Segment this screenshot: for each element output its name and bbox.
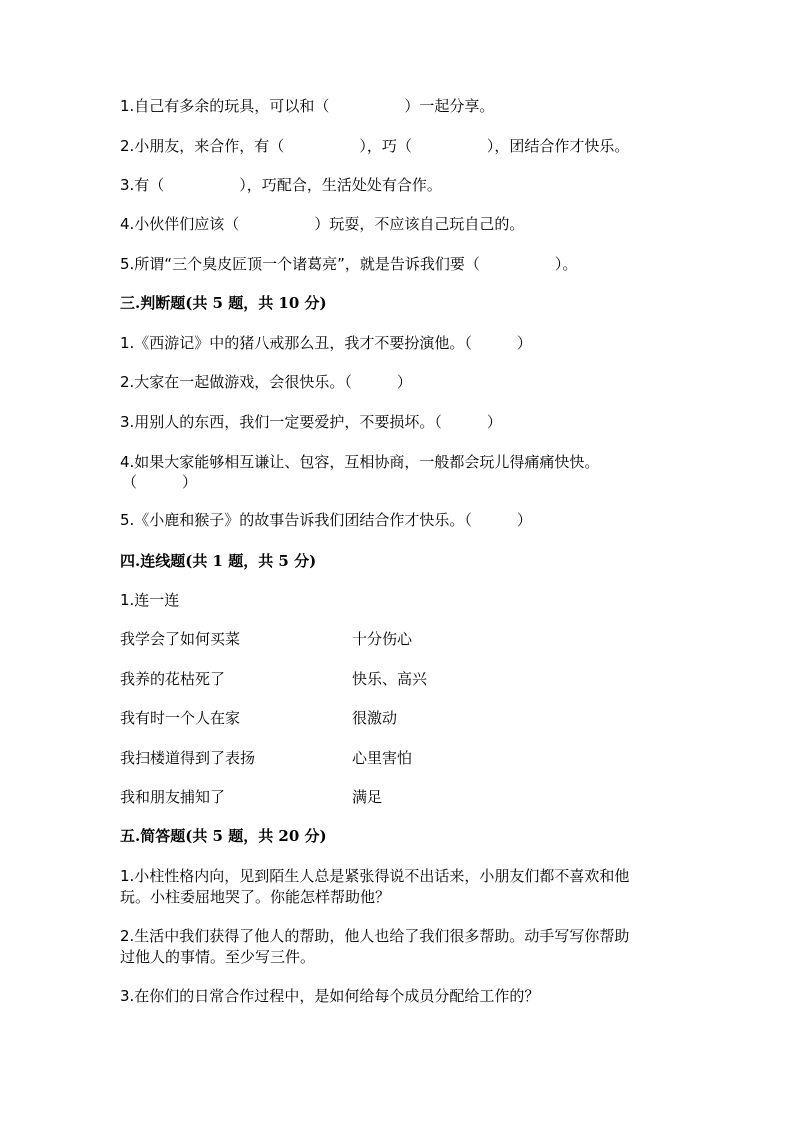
- matching-left-item: 我和朋友捕知了: [120, 788, 226, 806]
- judgment-question-4-line2: （ ）: [122, 473, 198, 491]
- judgment-question-5: 5.《小鹿和猴子》的故事告诉我们团结合作才快乐。（ ）: [120, 511, 532, 529]
- short-answer-question-1-line1: 1.小柱性格内向，见到陌生人总是紧张得说不出话来，小朋友们都不喜欢和他: [120, 867, 630, 885]
- judgment-question-2: 2.大家在一起做游戏，会很快乐。（ ）: [120, 373, 412, 391]
- matching-right-item: 很激动: [352, 709, 398, 727]
- judgment-heading: 三.判断题(共 5 题，共 10 分): [120, 294, 327, 312]
- short-answer-question-1-line2: 玩。小柱委屈地哭了。你能怎样帮助他？: [120, 888, 391, 906]
- matching-left-item: 我养的花枯死了: [120, 670, 226, 688]
- judgment-question-3: 3.用别人的东西，我们一定要爱护，不要损坏。（ ）: [120, 413, 502, 431]
- short-answer-heading: 五.简答题(共 5 题，共 20 分): [120, 827, 327, 845]
- fill-question-5: 5.所谓“三个臭皮匠顶一个诸葛亮”，就是告诉我们要（ ）。: [120, 255, 578, 273]
- fill-question-1: 1.自己有多余的玩具，可以和（ ）一起分享。: [120, 97, 495, 115]
- short-answer-question-3: 3.在你们的日常合作过程中，是如何给每个成员分配给工作的？: [120, 987, 540, 1005]
- judgment-question-4-line1: 4.如果大家能够相互谦让、包容，互相协商，一般都会玩儿得痛痛快快。: [120, 453, 600, 471]
- matching-heading: 四.连线题(共 1 题，共 5 分): [120, 552, 317, 570]
- matching-right-item: 满足: [352, 788, 383, 806]
- fill-question-2: 2.小朋友，来合作，有（ ），巧（ ），团结合作才快乐。: [120, 137, 630, 155]
- matching-left-item: 我有时一个人在家: [120, 709, 241, 727]
- short-answer-question-2-line1: 2.生活中我们获得了他人的帮助，他人也给了我们很多帮助。动手写写你帮助: [120, 927, 630, 945]
- fill-question-4: 4.小伙伴们应该（ ）玩耍，不应该自己玩自己的。: [120, 215, 525, 233]
- fill-question-3: 3.有（ ），巧配合，生活处处有合作。: [120, 176, 442, 194]
- matching-left-item: 我扫楼道得到了表扬: [120, 749, 256, 767]
- short-answer-question-2-line2: 过他人的事情。至少写三件。: [120, 948, 316, 966]
- matching-instruction: 1.连一连: [120, 591, 180, 609]
- matching-right-item: 快乐、高兴: [352, 670, 428, 688]
- judgment-question-1: 1.《西游记》中的猪八戒那么丑，我才不要扮演他。（ ）: [120, 334, 532, 352]
- matching-left-item: 我学会了如何买菜: [120, 630, 241, 648]
- matching-right-item: 十分伤心: [352, 630, 413, 648]
- matching-right-item: 心里害怕: [352, 749, 413, 767]
